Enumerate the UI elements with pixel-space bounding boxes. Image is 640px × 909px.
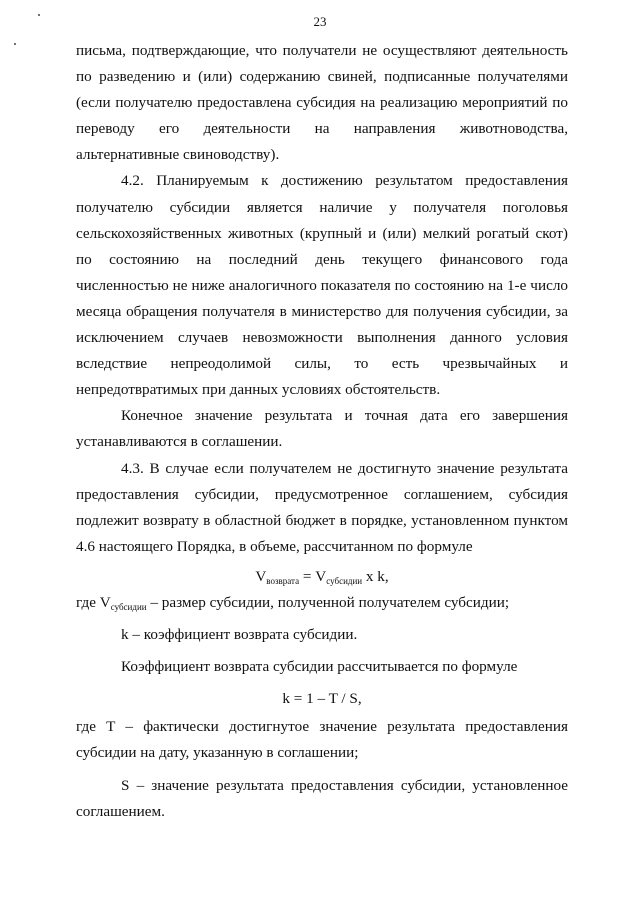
page-number: 23 [313,14,327,29]
scan-speck [14,43,16,45]
scan-speck [38,14,40,16]
paragraph-4-2: 4.2. Планируемым к достижению результатом предоставления получателю субсидии является наличие у получателя поголовья сельскохозяйственных животных (крупный и (или) мелкий рогатый скот) по состоянию на последний день текущего финансового года численностью не ниже аналогичного показателя по состоянию на 1-е число месяца обращения получателя в министерство для получения субсидии, за исключением случаев невозможности выполнения данного условия вследствие непреодолимой силы, то есть чрезвычайных и непредотвратимых при данных условиях обстоятельств. [76,172,568,399]
coefficient-formula: k = 1 – T / S, [282,690,362,708]
formula-tail: x k, [362,567,389,585]
definition-subscript: субсидии [110,601,147,612]
formula-rhs: V [315,567,327,585]
formula-lhs: V [255,567,267,585]
paragraph-4-3: 4.3. В случае если получателем не достигнуто значение результата предоставления субсидии, предусмотренное соглашением, субсидия подлежит возврату в областной бюджет в порядке, установленном пунктом 4.6 настоящего Порядка, в объеме, рассчитанном по формуле [76,459,568,555]
formula-lhs-subscript: возврата [266,575,300,586]
paragraph-final-result: Конечное значение результата и точная дата его завершения устанавливаются в соглашении. [76,407,568,451]
return-volume-formula [76,564,568,590]
definition-text: – размер субсидии, полученной получателем субсидии; [146,593,510,611]
definition-k: k – коэффициент возврата субсидии. [121,626,358,644]
paragraph-coefficient-intro: Коэффициент возврата субсидии рассчитывается по формуле [121,658,518,676]
definition-prefix: где V [76,593,111,611]
definition-t: где T – фактически достигнутое значение результата предоставления субсидии на дату, указанную в соглашении; [76,718,568,762]
document-body [76,38,568,825]
formula-rhs-subscript: субсидии [326,575,363,586]
paragraph-letters: письма, подтверждающие, что получатели не осуществляют деятельность по разведению и (или) содержанию свиней, подписанные получателями (если получателю предоставлена субсидия на реализацию мероприятий по переводу его деятельности на направления животноводства, альтернативные свиноводству). [76,42,568,164]
formula-equals: = [299,567,316,585]
definition-v-subsidy [76,590,568,616]
definition-s: S – значение результата предоставления субсидии, установленное соглашением. [76,776,568,820]
